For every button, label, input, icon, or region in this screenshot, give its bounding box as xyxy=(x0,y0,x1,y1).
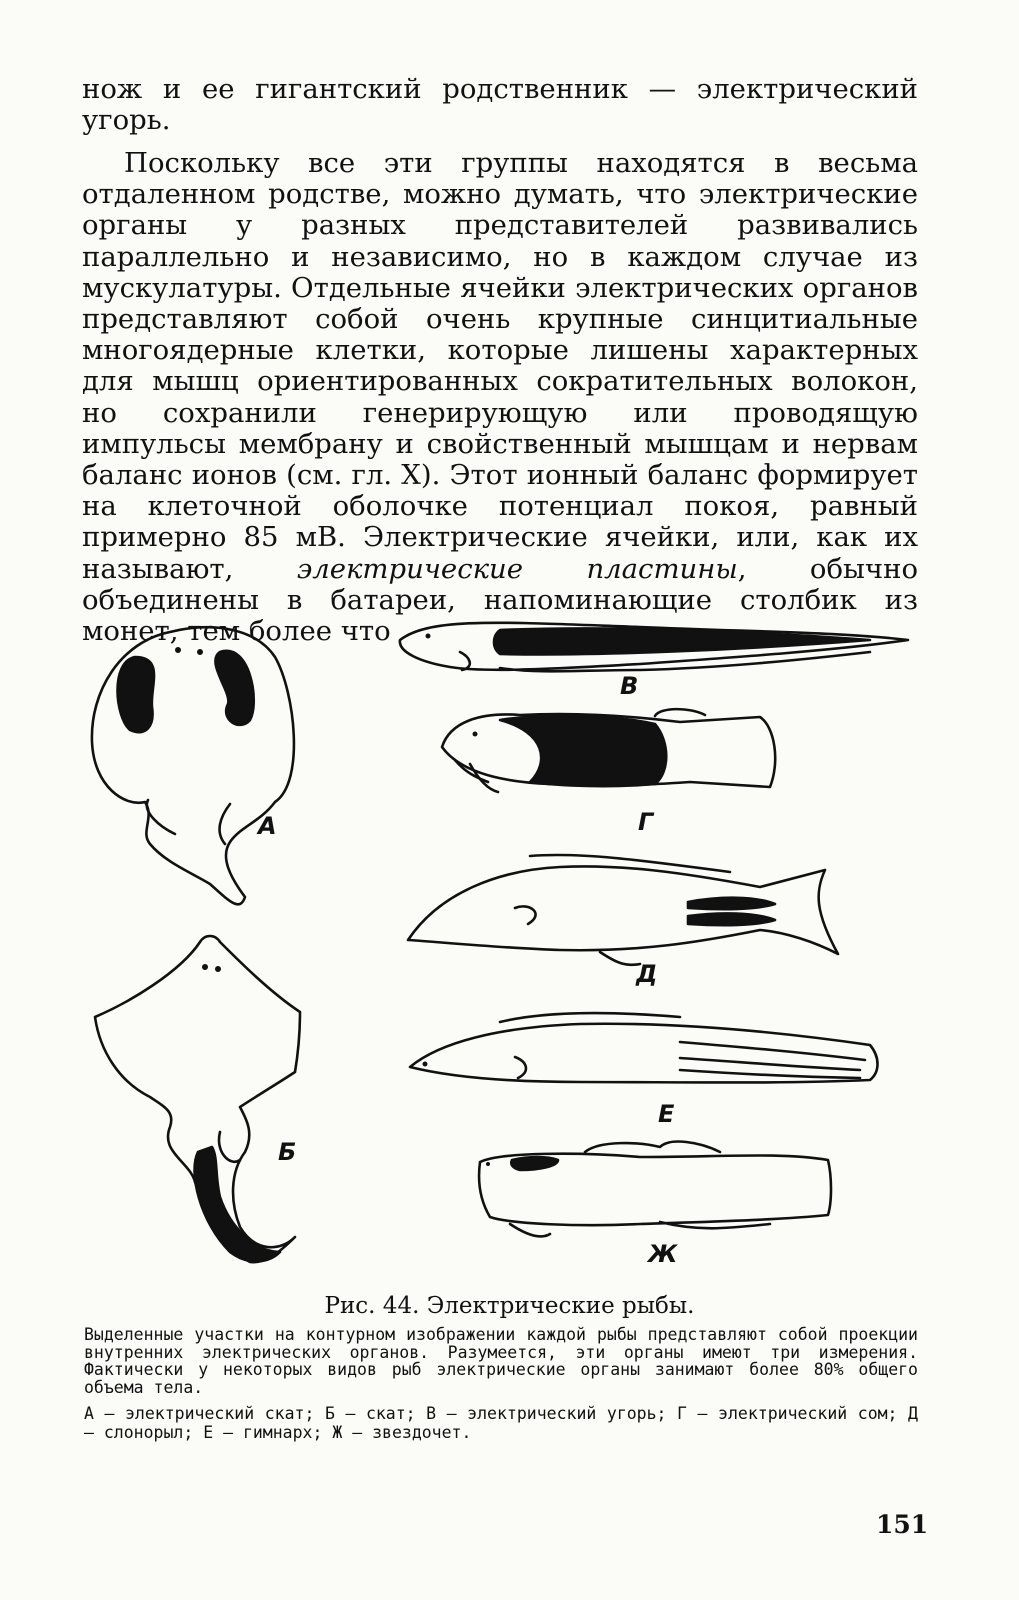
paragraph-main xyxy=(82,148,918,647)
electric-organ-left xyxy=(118,657,155,732)
label-a: А xyxy=(258,812,277,840)
elephantnose-organ-lower xyxy=(688,913,775,925)
skate-drawing xyxy=(95,936,300,1262)
page-number: 151 xyxy=(876,1510,929,1539)
label-d: Д xyxy=(636,960,658,988)
paragraph-text-before: Поскольку все эти группы находятся в весьма отдаленном родстве, можно думать, что электрические органы у разных представителей развивались параллельно и независимо, но в каждом случае из мускулатуры. Отдельные ячейки электрических органов представляют собой очень крупные синцитиальные многоядерные клетки, которые лишены характерных для мышц ориентированных сократительных волокон, но сохранили генерирующую или проводящую импульсы мембрану и свойственный мышцам и нервам баланс ионов (см. гл. X). Этот ионный баланс формирует на клеточной оболочке потенциал покоя, равный примерно 85 мВ. Электрические ячейки, или, как их называют, xyxy=(82,147,918,585)
catfish-electric-organ xyxy=(500,716,666,787)
electric-catfish-drawing xyxy=(442,709,775,792)
figure-caption-title: Рис. 44. Электрические рыбы. xyxy=(324,1293,695,1319)
stargazer-drawing xyxy=(479,1142,831,1237)
figure-caption-legend: А — электрический скат; Б — скат; В — электрический угорь; Г — электрический сом; Д — слонорыл; Е — гимнарх; Ж — звездочет. xyxy=(84,1404,918,1442)
electric-ray-drawing xyxy=(92,627,294,904)
label-zh: Ж xyxy=(648,1240,678,1268)
paragraph-continued: нож и ее гигантский родственник — электрический угорь. xyxy=(82,73,918,137)
elephantnose-drawing xyxy=(408,855,838,965)
figure-electric-fishes xyxy=(80,612,940,1292)
label-g: Г xyxy=(638,808,654,836)
electric-organ-right xyxy=(215,651,253,725)
elephantnose-organ-upper xyxy=(688,898,775,909)
italic-term: электрические пластины xyxy=(296,552,738,585)
label-b-skate: Б xyxy=(278,1138,297,1166)
paragraph-text-after: , обычно объединены в батареи, напоминающие столбик из монет, тем более что xyxy=(82,552,918,648)
electric-eel-drawing xyxy=(400,623,908,672)
gymnarch-drawing xyxy=(410,1013,878,1082)
label-e: Е xyxy=(658,1100,675,1128)
figure-caption-description: Выделенные участки на контурном изображении каждой рыбы представляют собой проекции внутренних электрических органов. Разумеется, эти органы имеют три измерения. Фактически у некоторых видов рыб электрические органы занимают более 80% общего объема тела. xyxy=(84,1325,918,1397)
label-v: В xyxy=(620,672,639,700)
stargazer-electric-organ xyxy=(511,1157,558,1170)
